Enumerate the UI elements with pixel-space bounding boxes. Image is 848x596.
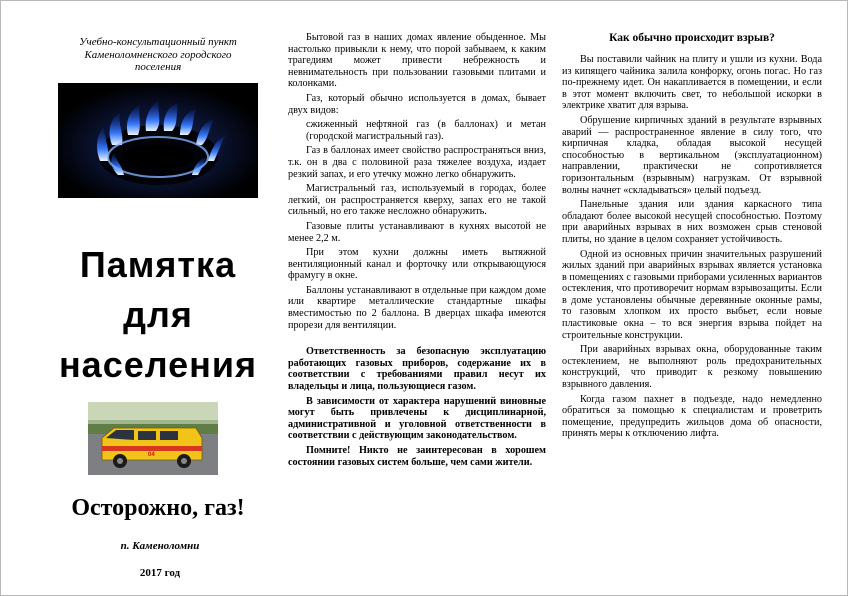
liability-paragraph: В зависимости от характера нарушений виновные могут быть привлечены к дисциплинарной, административной и уголовной ответственности в соответствии с действующим законодательством. — [288, 395, 546, 442]
paragraph: Баллоны устанавливают в отдельные при каждом доме или квартире металлические стандартные шкафы вместимостью по 2 баллона. В дверцах шкафа имеются прорези для вентиляции. — [288, 284, 546, 331]
flame-icon — [58, 83, 258, 198]
column-gas-info — [288, 32, 546, 471]
warning-heading: Осторожно, газ! — [71, 495, 245, 521]
gas-van-image — [88, 402, 218, 475]
paragraph: Газ, который обычно используется в домах, бывает двух видов: — [288, 92, 546, 116]
reminder-paragraph: Помните! Никто не заинтересован в хорошем состоянии газовых систем больше, чем сами жители. — [288, 445, 546, 468]
van-icon — [88, 402, 218, 475]
paragraph: Магистральный газ, используемый в городах, более легкий, он распространяется кверху, запах его не такой сильный, но его также несложно обнаружить. — [288, 183, 546, 218]
section-heading: Как обычно происходит взрыв? — [609, 32, 775, 44]
column-explosion — [562, 32, 822, 443]
paragraph: Панельные здания или здания каркасного типа обладают более высокой несущей способностью. Поэтому при аварийных взрывах в них возможен срыв стеновой плиты, но здание в целом сохраняет устойчивость. — [562, 199, 822, 245]
paragraph: Бытовой газ в наших домах явление обыденное. Мы настолько привыкли к нему, что порой забываем, к каким трагедиям может привести небрежность и невнимательность при пользовании газовыми плитами и колонками. — [288, 32, 546, 90]
paragraph: Газовые плиты устанавливают в кухнях высотой не менее 2,2 м. — [288, 220, 546, 244]
paragraph: При аварийных взрывах окна, оборудованные таким остеклением, не выполняют роль предохранительных конструкций, что приводит к резкому повышению взрывного давления. — [562, 344, 822, 391]
paragraph: Когда газом пахнет в подъезде, надо немедленно обратиться за помощью к специалистам и проветрить помещение, предупредить жильцов дома об опасности, принять меры к отключению лифта. — [562, 393, 822, 440]
paragraph: сжиженный нефтяной газ (в баллонах) и метан (городской магистральный газ). — [306, 119, 546, 142]
place-name: п. Каменоломни — [120, 540, 200, 552]
van-number-label: 04 — [148, 452, 155, 458]
brochure-title: Памятка для населения — [58, 244, 258, 385]
paragraph: Газ в баллонах имеет свойство распространяться вниз, т.к. он в два с половиной раза тяжелее воздуха, издает резкий запах, и его утечку можно легко обнаружить. — [288, 145, 546, 180]
paragraph: При этом кухни должны иметь вытяжной вентиляционный канал и форточку или открывающуюся фрамугу в окне. — [288, 247, 546, 282]
paragraph: Вы поставили чайник на плиту и ушли из кухни. Вода из кипящего чайника залила конфорку, огонь погас. Но газ по-прежнему идет. Он накапливается в помещении, и если в этот момент включить свет, то небольшой искорки в электрике хватит для взрыва. — [562, 54, 822, 112]
responsibility-paragraph: Ответственность за безопасную эксплуатацию работающих газовых приборов, содержание их в соответствии с требованиями правил несут их владельцы и лица, пользующиеся газом. — [288, 346, 546, 393]
paragraph: Одной из основных причин значительных разрушений жилых зданий при аварийных взрывах является установка в помещениях с газовыми приборами усиленных вариантов остекления, что противоречит нормам взрывозащиты. Если в доме установлены обычные деревянные оконные рамы, то газовым хлопком их просто выбьет, если новые пластиковые окна – то вся энергия взрыва пойдет на строительные конструкции. — [562, 248, 822, 341]
publication-year: 2017 год — [139, 567, 181, 579]
paragraph: Обрушение кирпичных зданий в результате взрывных аварий — распространенное явление в силу того, что кирпичная кладка, обладая высокой несущей способностью в вертикальном (эксплуатационном) направлении, практически не сопротивляется горизонтальным (взрывным) нагрузкам. От взрывной волны начнет «складываться» целый подъезд. — [562, 114, 822, 196]
organization-name: Учебно-консультационный пункт Каменоломненского городского поселения — [79, 36, 237, 73]
gas-flame-image — [58, 83, 258, 198]
